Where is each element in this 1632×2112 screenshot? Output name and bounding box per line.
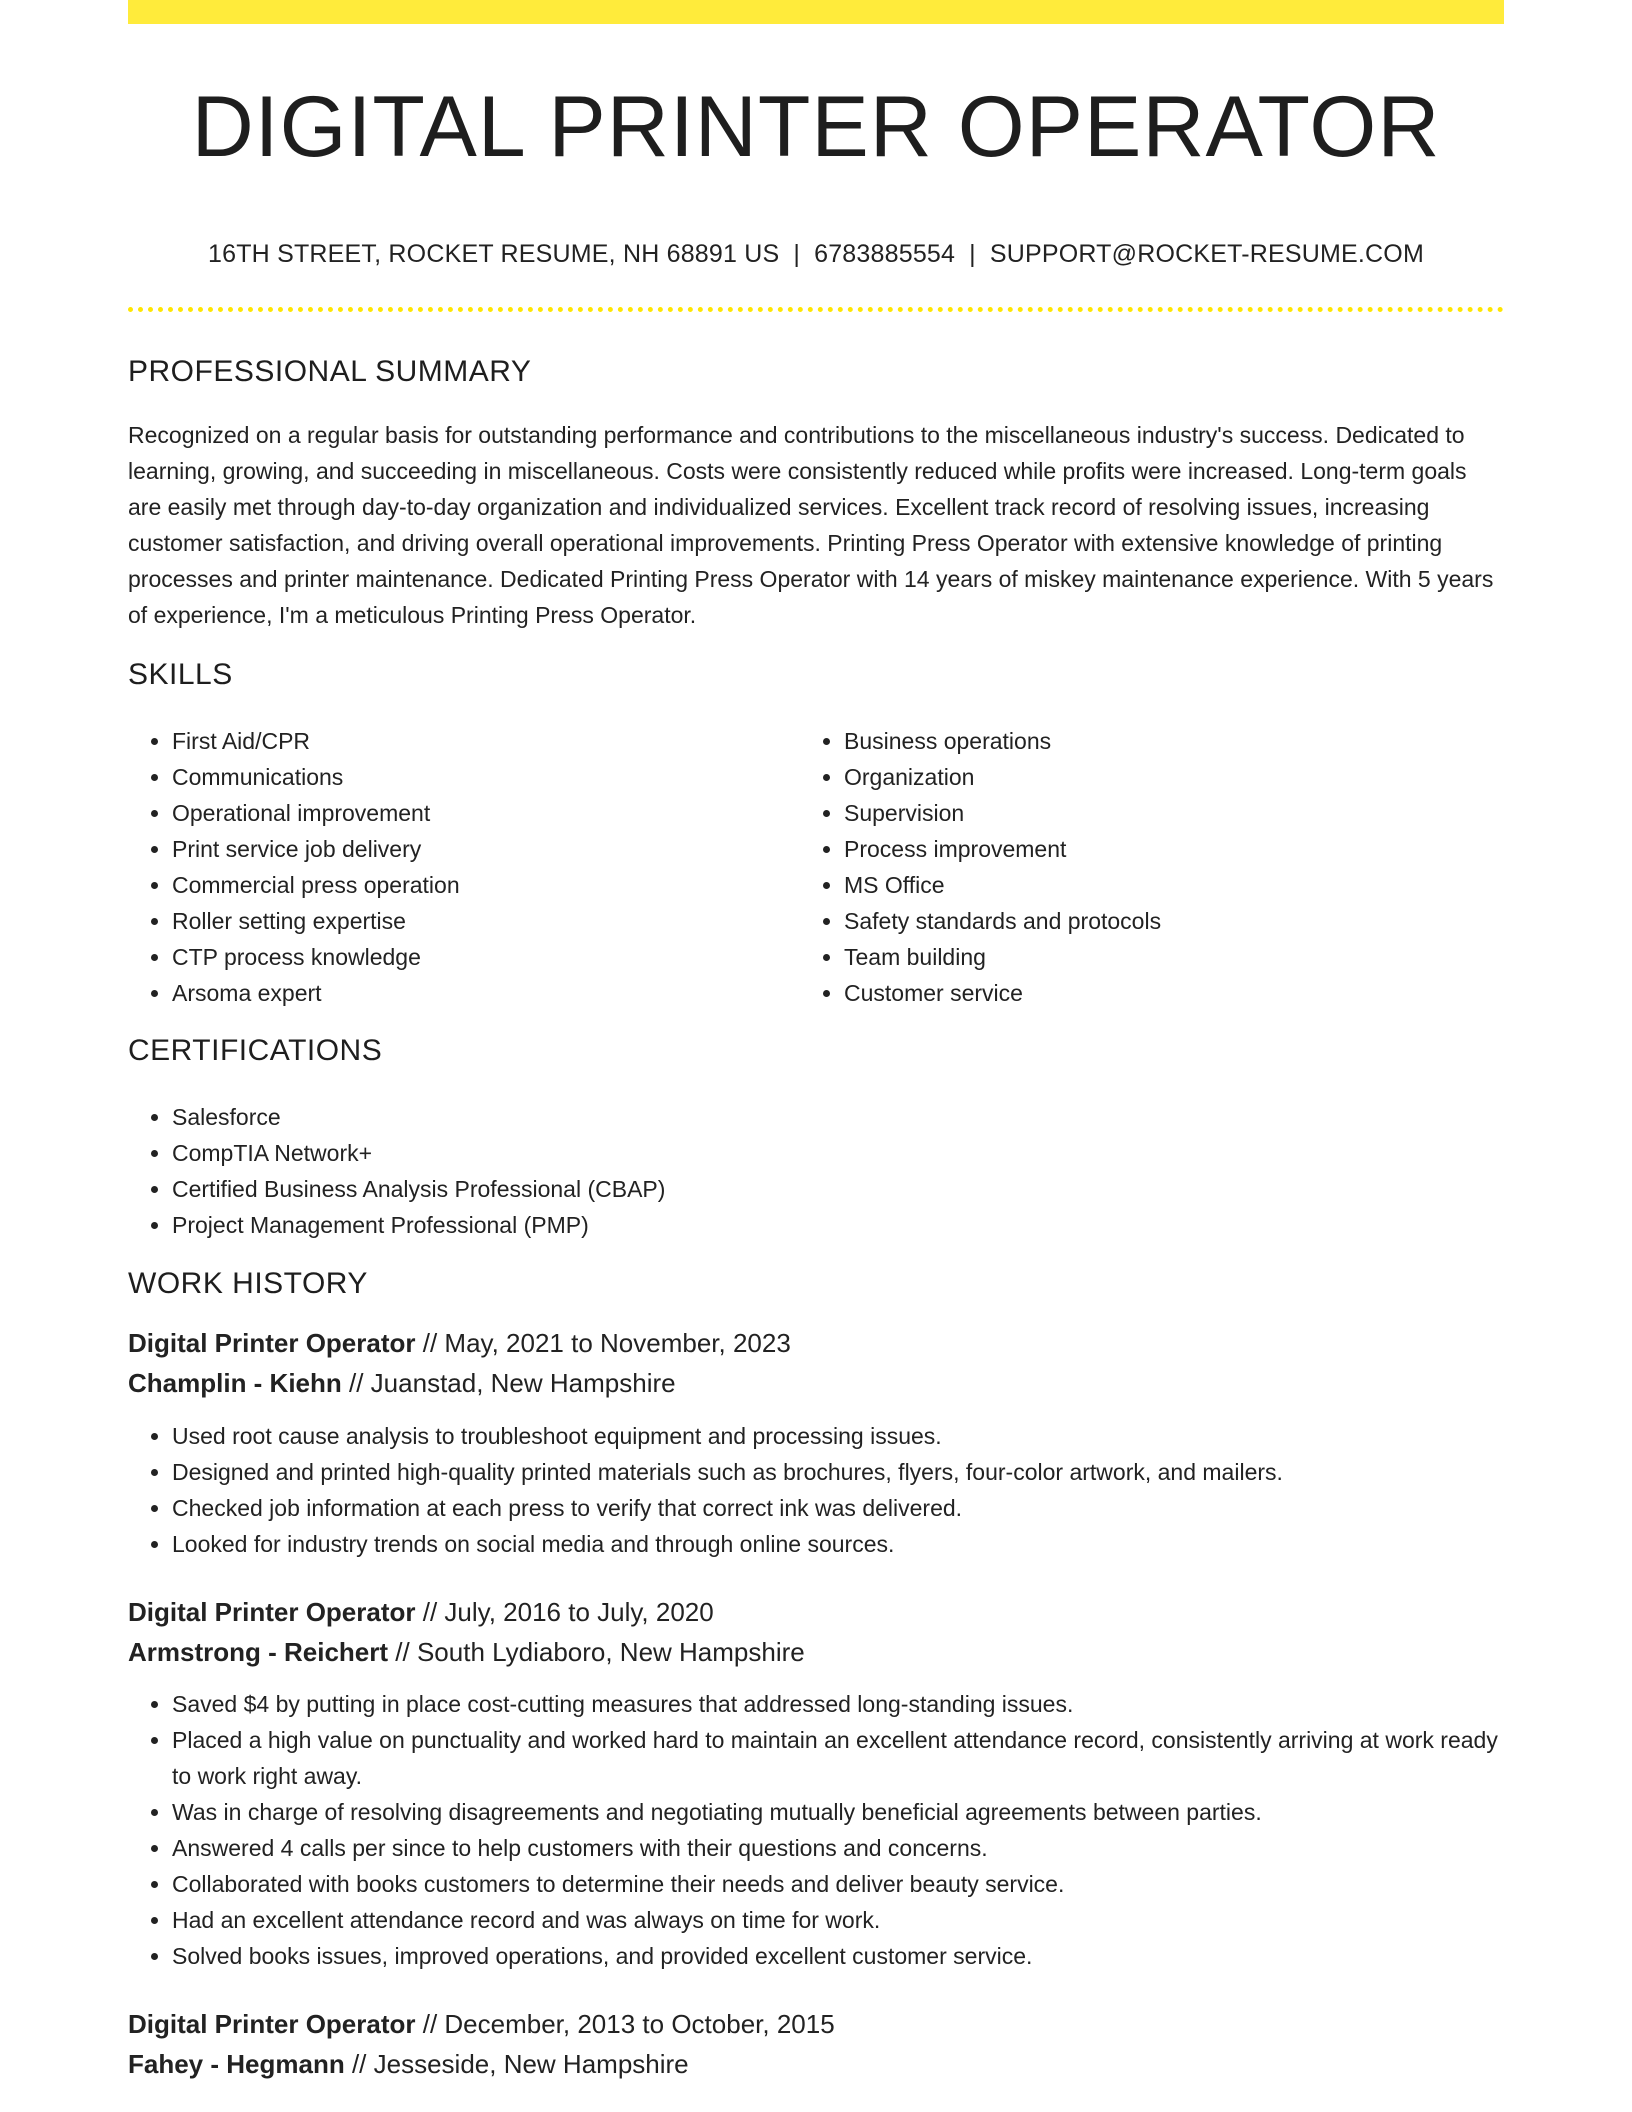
job-location: // South Lydiaboro, New Hampshire xyxy=(395,1637,805,1667)
skill-item: • Process improvement xyxy=(844,831,1440,867)
skill-item: • Arsoma expert xyxy=(172,975,768,1011)
contact-email: SUPPORT@ROCKET-RESUME.COM xyxy=(989,240,1424,268)
job-location: // Juanstad, New Hampshire xyxy=(349,1368,676,1398)
skill-item: • CTP process knowledge xyxy=(172,939,768,975)
job-role: Digital Printer Operator xyxy=(128,1328,416,1358)
job-entry xyxy=(128,2004,1504,2084)
skill-item: • Safety standards and protocols xyxy=(844,903,1440,939)
job-bullet: • Collaborated with books customers to determine their needs and deliver beauty service. xyxy=(172,1866,1504,1902)
skills-heading: SKILLS xyxy=(128,658,233,691)
skill-item: • Commercial press operation xyxy=(172,867,768,903)
certification-item: • Project Management Professional (PMP) xyxy=(172,1207,1504,1243)
work-history-heading: WORK HISTORY xyxy=(128,1267,368,1300)
skill-item: • Communications xyxy=(172,759,768,795)
skills-list-left xyxy=(128,723,768,1011)
skill-item: • Business operations xyxy=(844,723,1440,759)
job-entry xyxy=(128,1323,1504,1403)
contact-line xyxy=(128,236,1504,272)
skill-item: • First Aid/CPR xyxy=(172,723,768,759)
skill-item: • Customer service xyxy=(844,975,1440,1011)
job-bullets xyxy=(128,1686,1504,1974)
job-company: Fahey - Hegmann xyxy=(128,2049,345,2079)
skill-item: • MS Office xyxy=(844,867,1440,903)
job-company-line xyxy=(128,1363,1504,1403)
contact-address: 16TH STREET, ROCKET RESUME, NH 68891 US xyxy=(208,240,780,268)
contact-separator: | xyxy=(793,240,801,268)
job-bullet: • Solved books issues, improved operations, and provided excellent customer service. xyxy=(172,1938,1504,1974)
job-company-line xyxy=(128,1632,1504,1672)
job-bullet: • Used root cause analysis to troubleshoot equipment and processing issues. xyxy=(172,1418,1504,1454)
skills-column-left xyxy=(128,723,768,1011)
job-role: Digital Printer Operator xyxy=(128,1597,416,1627)
skills-column-right xyxy=(800,723,1440,1011)
skill-item: • Roller setting expertise xyxy=(172,903,768,939)
contact-separator: | xyxy=(969,240,976,268)
certifications-list xyxy=(128,1099,1504,1243)
job-bullet: • Answered 4 calls per since to help customers with their questions and concerns. xyxy=(172,1830,1504,1866)
job-bullet: • Saved $4 by putting in place cost-cutting measures that addressed long-standing issues. xyxy=(172,1686,1504,1722)
skill-item: • Organization xyxy=(844,759,1440,795)
job-bullet: • Designed and printed high-quality printed materials such as brochures, flyers, four-color artwork, and mailers. xyxy=(172,1454,1504,1490)
job-company-line xyxy=(128,2044,1504,2084)
summary-heading: PROFESSIONAL SUMMARY xyxy=(128,355,532,388)
certifications-block xyxy=(128,1099,1504,1243)
job-title-line xyxy=(128,1323,1504,1363)
job-title-line xyxy=(128,1592,1504,1632)
skill-item: • Supervision xyxy=(844,795,1440,831)
contact-phone: 6783885554 xyxy=(814,240,956,268)
skill-item: • Team building xyxy=(844,939,1440,975)
job-location: // Jesseside, New Hampshire xyxy=(351,2049,689,2079)
job-title-line xyxy=(128,2004,1504,2044)
job-dates: // July, 2016 to July, 2020 xyxy=(422,1597,714,1627)
job-company: Armstrong - Reichert xyxy=(128,1637,389,1667)
skill-item: • Operational improvement xyxy=(172,795,768,831)
summary-text: Recognized on a regular basis for outstanding performance and contributions to the miscellaneous industry's success. Dedicated to learning, growing, and succeeding in miscellaneous. Costs were consistently reduced while profits were increased. Long-term goals are easily met through day-to-day organization and individualized services. Excellent track record of resolving issues, increasing customer satisfaction, and driving overall operational improvements. Printing Press Operator with extensive knowledge of printing processes and printer maintenance. Dedicated Printing Press Operator with 14 years of miskey maintenance experience. With 5 years of experience, I'm a meticulous Printing Press Operator. xyxy=(128,422,1494,628)
job-dates: // May, 2021 to November, 2023 xyxy=(422,1328,791,1358)
job-bullet: • Placed a high value on punctuality and worked hard to maintain an excellent attendance record, consistently arriving at work ready to work right away. xyxy=(172,1722,1504,1794)
skill-item: • Print service job delivery xyxy=(172,831,768,867)
job-bullet: • Checked job information at each press to verify that correct ink was delivered. xyxy=(172,1490,1504,1526)
accent-bar xyxy=(128,0,1504,24)
job-bullet-list xyxy=(128,1686,1504,1974)
skills-list-right xyxy=(800,723,1440,1011)
dotted-divider xyxy=(128,307,1504,312)
job-role: Digital Printer Operator xyxy=(128,2009,416,2039)
job-entry xyxy=(128,1592,1504,1672)
certifications-heading: CERTIFICATIONS xyxy=(128,1034,383,1067)
job-dates: // December, 2013 to October, 2015 xyxy=(422,2009,835,2039)
certification-item: • Certified Business Analysis Professional (CBAP) xyxy=(172,1171,1504,1207)
certification-item: • Salesforce xyxy=(172,1099,1504,1135)
job-bullet-list xyxy=(128,1418,1504,1562)
job-bullets xyxy=(128,1418,1504,1562)
resume-title: DIGITAL PRINTER OPERATOR xyxy=(191,79,1441,175)
job-bullet: • Was in charge of resolving disagreements and negotiating mutually beneficial agreements between parties. xyxy=(172,1794,1504,1830)
job-bullet: • Had an excellent attendance record and was always on time for work. xyxy=(172,1902,1504,1938)
job-company: Champlin - Kiehn xyxy=(128,1368,342,1398)
certification-item: • CompTIA Network+ xyxy=(172,1135,1504,1171)
job-bullet: • Looked for industry trends on social media and through online sources. xyxy=(172,1526,1504,1562)
